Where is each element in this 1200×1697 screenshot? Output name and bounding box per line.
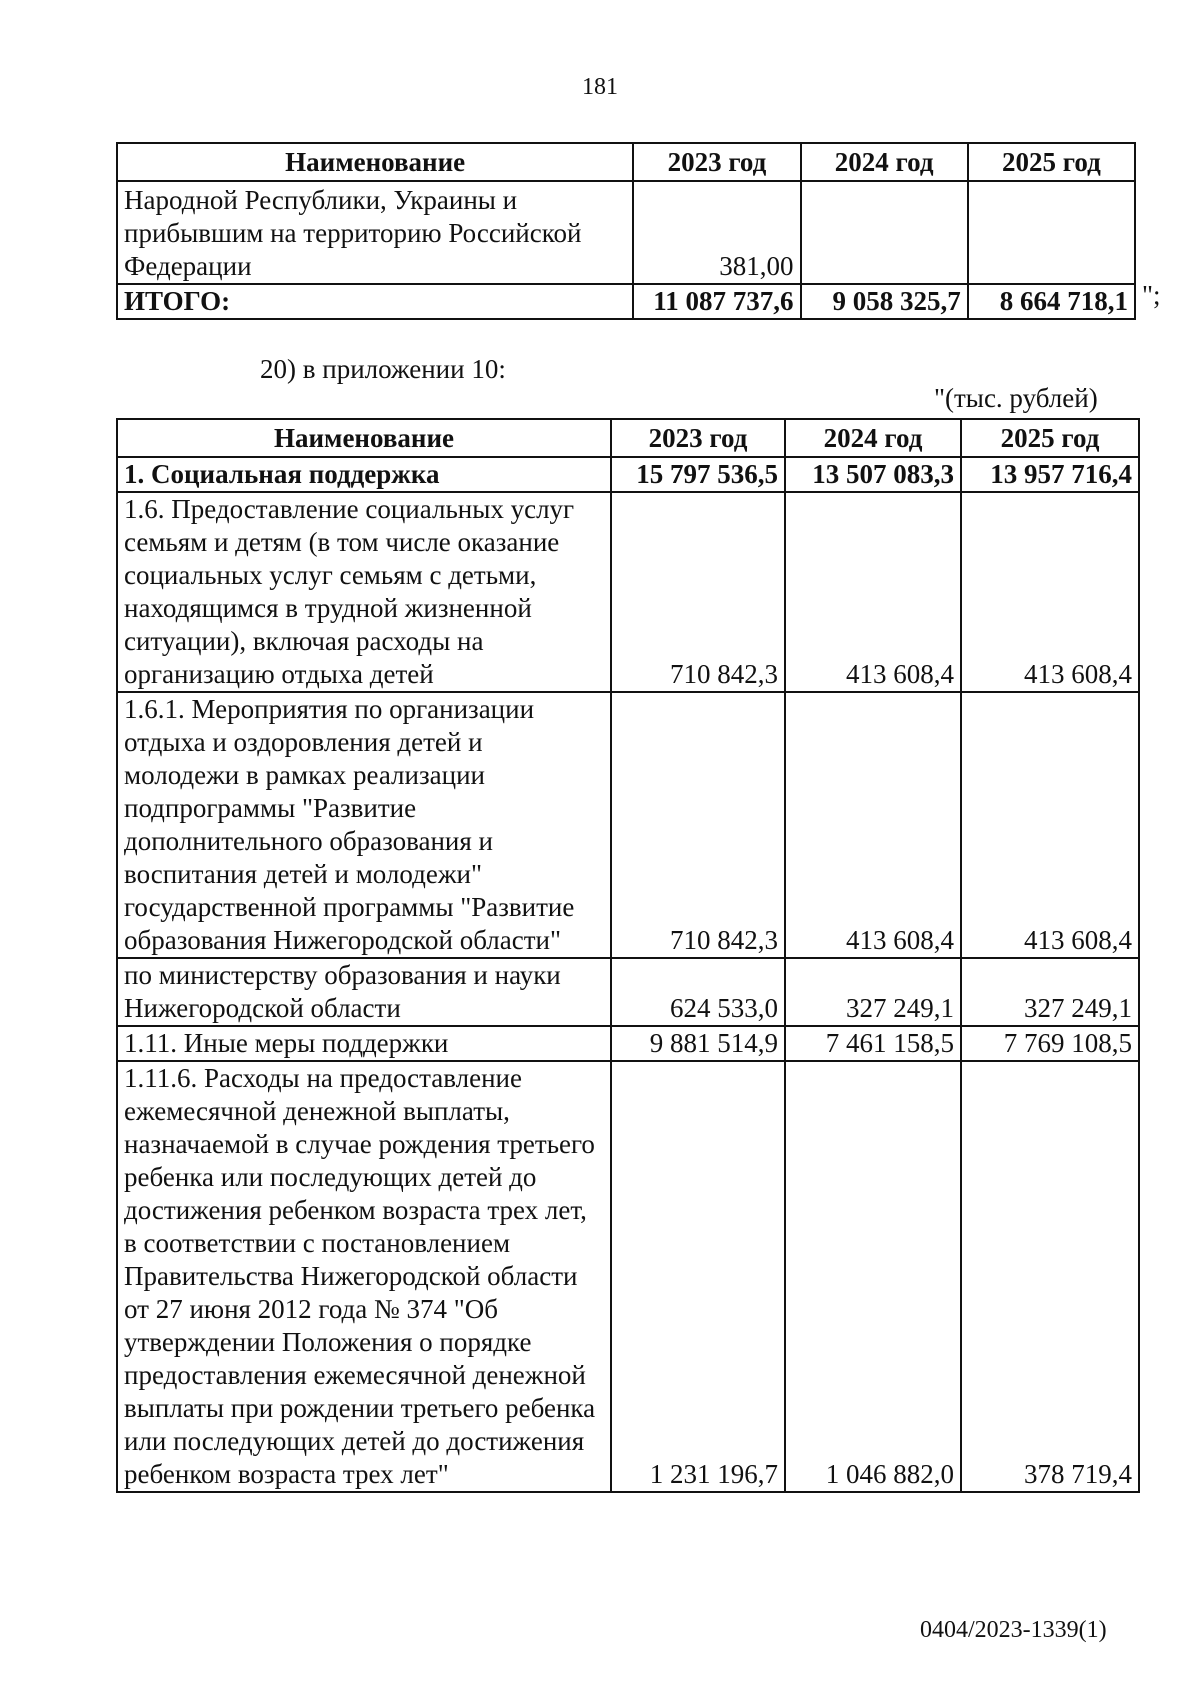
value-2025: 13 957 716,4 xyxy=(961,457,1139,492)
value-2025 xyxy=(968,181,1135,284)
row-name: 1.6.1. Мероприятия по организации отдыха и оздоровления детей и молодежи в рамках реализации подпрограммы "Развитие дополнительного образования и воспитания детей и молодежи" государственной программы "Развитие образования Нижегородской области" xyxy=(117,692,611,958)
row-name: 1.11.6. Расходы на предоставление ежемесячной денежной выплаты, назначаемой в случае рождения третьего ребенка или последующих детей до достижения ребенком возраста трех лет, в соответствии с постановлением Правительства Нижегородской области от 27 июня 2012 года № 374 "Об утверждении Положения о порядке предоставления ежемесячной денежной выплаты при рождении третьего ребенка или последующих детей до достижения ребенком возраста трех лет" xyxy=(117,1061,611,1492)
value-2025: 413 608,4 xyxy=(961,492,1139,692)
table-header-row xyxy=(117,143,1135,181)
column-header-2025: 2025 год xyxy=(961,419,1139,457)
table-row xyxy=(117,181,1135,284)
value-2025: 7 769 108,5 xyxy=(961,1026,1139,1061)
row-name: Народной Республики, Украины и прибывшим на территорию Российской Федерации xyxy=(117,181,633,284)
table-row xyxy=(117,958,1139,1026)
value-2023: 710 842,3 xyxy=(611,692,785,958)
value-2025: 378 719,4 xyxy=(961,1061,1139,1492)
column-header-name: Наименование xyxy=(117,143,633,181)
document-code: 0404/2023-1339(1) xyxy=(920,1617,1107,1643)
budget-table-continuation xyxy=(116,142,1136,320)
column-header-name: Наименование xyxy=(117,419,611,457)
value-2023: 624 533,0 xyxy=(611,958,785,1026)
value-2024: 413 608,4 xyxy=(785,492,961,692)
column-header-2024: 2024 год xyxy=(801,143,968,181)
value-2023: 15 797 536,5 xyxy=(611,457,785,492)
total-2025: 8 664 718,1 xyxy=(968,284,1135,319)
value-2025: 413 608,4 xyxy=(961,692,1139,958)
table-row xyxy=(117,492,1139,692)
column-header-2024: 2024 год xyxy=(785,419,961,457)
value-2025: 327 249,1 xyxy=(961,958,1139,1026)
total-2023: 11 087 737,6 xyxy=(633,284,800,319)
row-name: 1.6. Предоставление социальных услуг семьям и детям (в том числе оказание социальных услуг семьям с детьми, находящимся в трудной жизненной ситуации), включая расходы на организацию отдыха детей xyxy=(117,492,611,692)
table-row xyxy=(117,1061,1139,1492)
closing-quote: "; xyxy=(1142,280,1161,310)
value-2024: 327 249,1 xyxy=(785,958,961,1026)
value-2024 xyxy=(801,181,968,284)
table-row xyxy=(117,692,1139,958)
column-header-2023: 2023 год xyxy=(633,143,800,181)
value-2023: 1 231 196,7 xyxy=(611,1061,785,1492)
value-2024: 7 461 158,5 xyxy=(785,1026,961,1061)
row-name: 1.11. Иные меры поддержки xyxy=(117,1026,611,1061)
table-row xyxy=(117,1026,1139,1061)
value-2023: 9 881 514,9 xyxy=(611,1026,785,1061)
total-2024: 9 058 325,7 xyxy=(801,284,968,319)
total-row xyxy=(117,284,1135,319)
table-header-row xyxy=(117,419,1139,457)
value-2024: 413 608,4 xyxy=(785,692,961,958)
value-2024: 1 046 882,0 xyxy=(785,1061,961,1492)
row-name: по министерству образования и науки Нижегородской области xyxy=(117,958,611,1026)
units-label: "(тыс. рублей) xyxy=(934,383,1098,413)
section-intro: 20) в приложении 10: xyxy=(260,354,506,384)
table-row xyxy=(117,457,1139,492)
total-label: ИТОГО: xyxy=(117,284,633,319)
appendix-10-table xyxy=(116,418,1140,1493)
value-2023: 381,00 xyxy=(633,181,800,284)
value-2023: 710 842,3 xyxy=(611,492,785,692)
page-number: 181 xyxy=(582,74,618,100)
value-2024: 13 507 083,3 xyxy=(785,457,961,492)
row-name: 1. Социальная поддержка xyxy=(117,457,611,492)
column-header-2023: 2023 год xyxy=(611,419,785,457)
column-header-2025: 2025 год xyxy=(968,143,1135,181)
